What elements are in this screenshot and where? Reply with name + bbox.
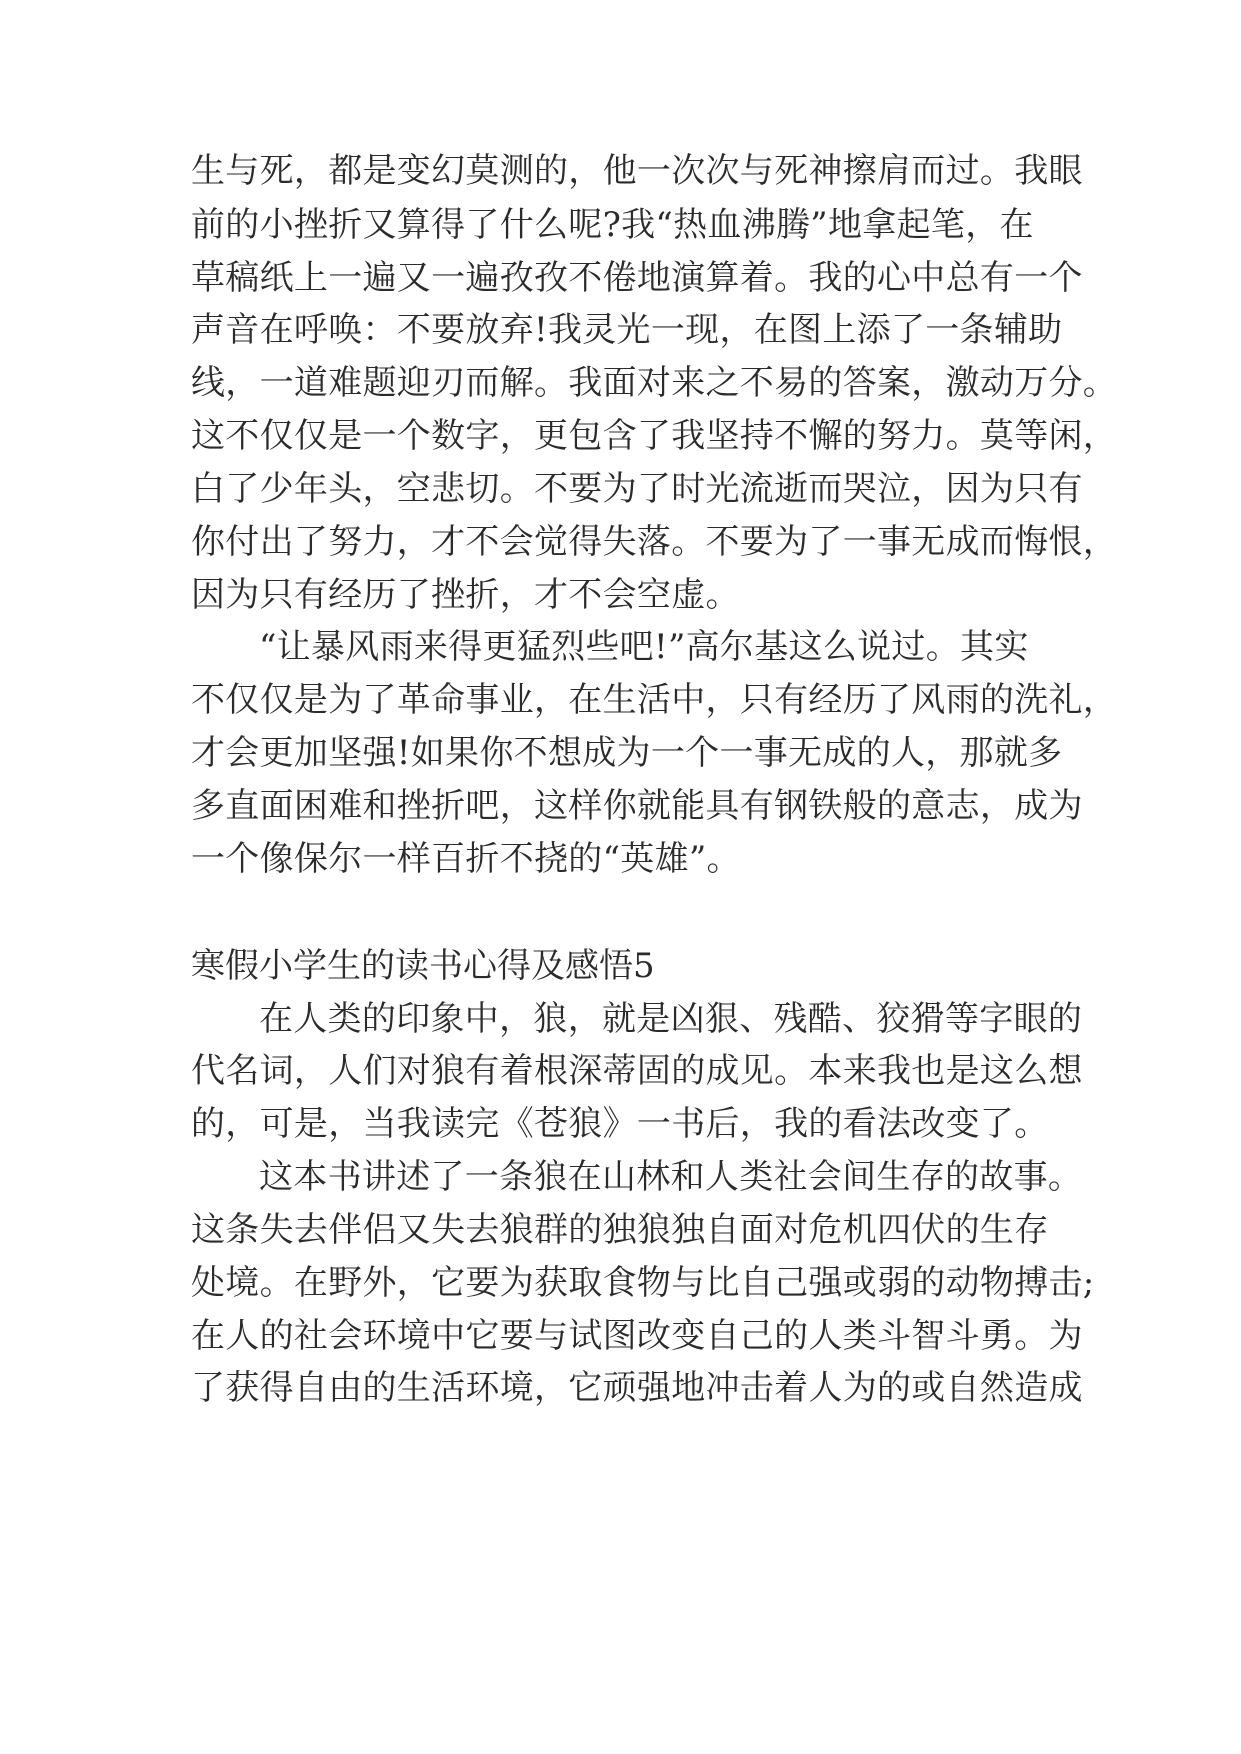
text-line: 线，一道难题迎刃而解。我面对来之不易的答案，激动万分。 — [191, 363, 1118, 403]
text-line: 因为只有经历了挫折，才不会空虚。 — [191, 575, 740, 615]
text-line: 才会更加坚强!如果你不想成为一个一事无成的人，那就多 — [191, 733, 1063, 773]
text-line: 在人的社会环境中它要与试图改变自己的人类斗智斗勇。为 — [191, 1316, 1083, 1356]
text-line: 声音在呼唤：不要放弃!我灵光一现，在图上添了一条辅助 — [191, 310, 1063, 350]
section-heading: 寒假小学生的读书心得及感悟5 — [191, 946, 655, 986]
text-line: 多直面困难和挫折吧，这样你就能具有钢铁般的意志，成为 — [191, 786, 1083, 826]
text-line: 你付出了努力，才不会觉得失落。不要为了一事无成而悔恨， — [191, 522, 1118, 562]
text-line: 了获得自由的生活环境，它顽强地冲击着人为的或自然造成 — [191, 1368, 1083, 1408]
text-line: 不仅仅是为了革命事业，在生活中，只有经历了风雨的洗礼， — [191, 680, 1118, 720]
text-line: 这条失去伴侣又失去狼群的独狼独自面对危机四伏的生存 — [191, 1210, 1049, 1250]
text-line: 生与死，都是变幻莫测的，他一次次与死神擦肩而过。我眼 — [191, 151, 1083, 191]
text-line: “让暴风雨来得更猛烈些吧!”高尔基这么说过。其实 — [259, 627, 1029, 667]
text-line: 这不仅仅是一个数字，更包含了我坚持不懈的努力。莫等闲， — [191, 416, 1118, 456]
text-line: 草稿纸上一遍又一遍孜孜不倦地演算着。我的心中总有一个 — [191, 258, 1083, 298]
text-line: 的，可是，当我读完《苍狼》一书后，我的看法改变了。 — [191, 1104, 1049, 1144]
text-line: 前的小挫折又算得了什么呢?我“热血沸腾”地拿起笔，在 — [191, 205, 1034, 245]
text-line: 处境。在野外，它要为获取食物与比自己强或弱的动物搏击; — [191, 1263, 1095, 1303]
text-line: 代名词，人们对狼有着根深蒂固的成见。本来我也是这么想 — [191, 1051, 1083, 1091]
text-line: 这本书讲述了一条狼在山林和人类社会间生存的故事。 — [259, 1157, 1083, 1197]
text-line: 一个像保尔一样百折不挠的“英雄”。 — [191, 839, 741, 879]
text-line: 在人类的印象中，狼，就是凶狠、残酷、狡猾等字眼的 — [259, 999, 1083, 1039]
text-line: 白了少年头，空悲切。不要为了时光流逝而哭泣，因为只有 — [191, 469, 1083, 509]
